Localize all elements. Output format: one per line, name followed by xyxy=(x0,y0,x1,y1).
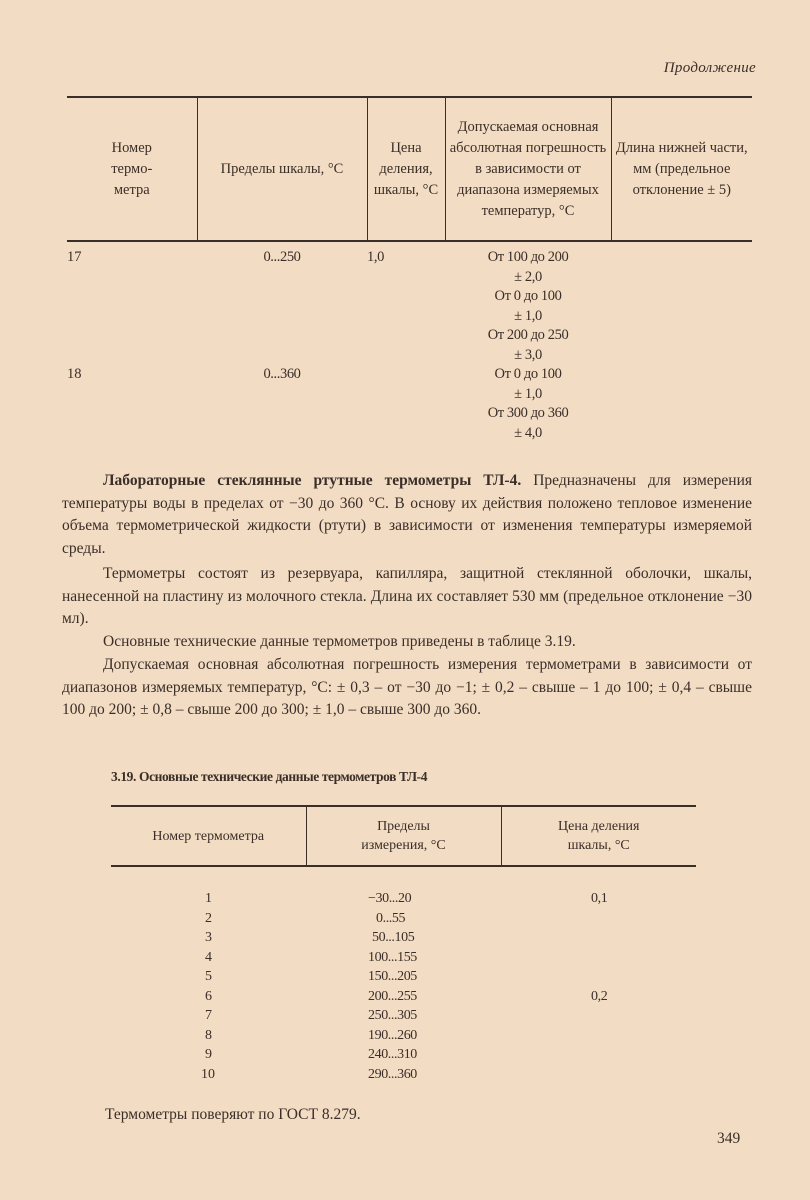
table-header-row xyxy=(111,806,696,866)
cell-range: 0...55 xyxy=(376,910,406,926)
table-row xyxy=(111,1006,696,1026)
paragraph-error: Допускаемая основная абсолютная погрешность измерения термометрами в зависимости от диапазонов измеряемых температур, °С: ± 0,3 – от −30 до −1; ± 0,2 – свыше – 1 до 100; ± 0,4 – свыше 100 до 200; ± 0,8 – свыше 200 до 300; ± 1,0 – свыше 300 до 360. xyxy=(62,656,752,718)
cell-number: 6 xyxy=(205,988,212,1004)
row-range: 0...250 xyxy=(263,249,301,265)
table-row xyxy=(111,866,696,909)
header-range: Пределы измерения, °С xyxy=(306,806,501,866)
cell-division: 0,1 xyxy=(591,891,608,906)
cell-number: 4 xyxy=(205,949,212,965)
table-row xyxy=(111,948,696,968)
cell-number: 5 xyxy=(205,969,212,984)
cell-division xyxy=(501,1026,696,1046)
cell-number: 2 xyxy=(205,910,212,926)
cell-number: 10 xyxy=(201,1066,215,1082)
error-range: От 0 до 100 xyxy=(494,366,562,382)
row-division xyxy=(367,365,445,443)
cell-number: 3 xyxy=(205,930,212,945)
table-row xyxy=(111,1026,696,1046)
cell-division xyxy=(501,948,696,968)
cell-division xyxy=(501,1006,696,1026)
error-value: ± 4,0 xyxy=(514,424,542,441)
cell-number: 9 xyxy=(205,1047,212,1062)
row-errors xyxy=(445,365,611,443)
header-division: Цена деления шкалы, °С xyxy=(501,806,696,866)
table-row xyxy=(67,241,752,365)
header-number: Номер термо-метра xyxy=(67,97,197,241)
table-row xyxy=(111,909,696,929)
row-number: 18 xyxy=(67,366,82,382)
header-scale-range: Пределы шкалы, °С xyxy=(197,97,367,241)
cell-division xyxy=(501,909,696,929)
error-value: ± 2,0 xyxy=(514,268,542,285)
header-error: Допускаемая основная абсолютная погрешность в зависимости от диапазона измеряемых температур, °С xyxy=(445,97,611,241)
verification-note: Термометры поверяют по ГОСТ 8.279. xyxy=(105,1106,361,1123)
table-row xyxy=(111,928,696,948)
table-row xyxy=(111,987,696,1007)
row-division: 1,0 xyxy=(367,249,384,265)
cell-range: 290...360 xyxy=(368,1066,417,1082)
row-length xyxy=(611,241,752,365)
error-value: ± 3,0 xyxy=(514,346,542,363)
paragraph-construction: Термометры состоят из резервуара, капилляра, защитной стеклянной оболочки, шкалы, нанесенной на пластину из молочного стекла. Длина их составляет 530 мм (предельное отклонение −30 мл). xyxy=(62,565,752,627)
technical-data-table xyxy=(111,805,696,1084)
cell-division xyxy=(501,1045,696,1065)
row-range: 0...360 xyxy=(263,366,301,382)
cell-range: 200...255 xyxy=(368,988,417,1004)
row-length xyxy=(611,365,752,443)
cell-number: 1 xyxy=(205,891,212,906)
table-row xyxy=(111,1065,696,1085)
cell-number: 8 xyxy=(205,1027,212,1043)
row-number: 17 xyxy=(67,249,82,265)
cell-range: −30...20 xyxy=(368,891,412,906)
cell-range: 50...105 xyxy=(372,930,415,945)
cell-range: 240...310 xyxy=(368,1047,417,1062)
table-row xyxy=(67,365,752,443)
cell-division xyxy=(501,967,696,987)
error-range: От 0 до 100 xyxy=(494,288,562,304)
cell-division: 0,2 xyxy=(591,988,608,1004)
header-length: Длина нижней части, мм (предельное отклонение ± 5) xyxy=(611,97,752,241)
paragraph-intro xyxy=(62,470,752,560)
error-range: От 300 до 360 xyxy=(487,405,569,421)
row-errors xyxy=(445,241,611,365)
table-row xyxy=(111,967,696,987)
cell-range: 250...305 xyxy=(368,1008,417,1023)
paragraph-lead: Лабораторные стеклянные ртутные термометры ТЛ-4. xyxy=(103,472,522,489)
paragraph-text: Предназначены для измерения температуры воды в пределах от −30 до 360 °С. В основу их действия положено тепловое изменение объема термометрической жидкости (ртути) в зависимости от изменения температуры измеряемой среды. xyxy=(62,472,752,557)
paragraph-reference: Основные технические данные термометров приведены в таблице 3.19. xyxy=(103,633,576,650)
cell-division xyxy=(501,1065,696,1085)
continuation-label: Продолжение xyxy=(663,60,756,76)
header-division: Цена деления, шкалы, °С xyxy=(367,97,445,241)
table-row xyxy=(111,1045,696,1065)
page-number: 349 xyxy=(717,1130,741,1147)
error-value: ± 1,0 xyxy=(514,385,542,402)
cell-range: 150...205 xyxy=(368,969,417,984)
header-number: Номер термометра xyxy=(111,806,306,866)
cell-range: 100...155 xyxy=(368,949,417,965)
error-value: ± 1,0 xyxy=(514,307,542,324)
cell-division xyxy=(501,928,696,948)
error-range: От 200 до 250 xyxy=(487,327,569,343)
error-range: От 100 до 200 xyxy=(487,249,569,265)
table-header-row xyxy=(67,97,752,241)
cell-range: 190...260 xyxy=(368,1027,417,1043)
cell-number: 7 xyxy=(205,1008,212,1023)
table-caption: 3.19. Основные технические данные термометров ТЛ-4 xyxy=(111,769,428,784)
thermometer-table-continued xyxy=(67,96,752,443)
